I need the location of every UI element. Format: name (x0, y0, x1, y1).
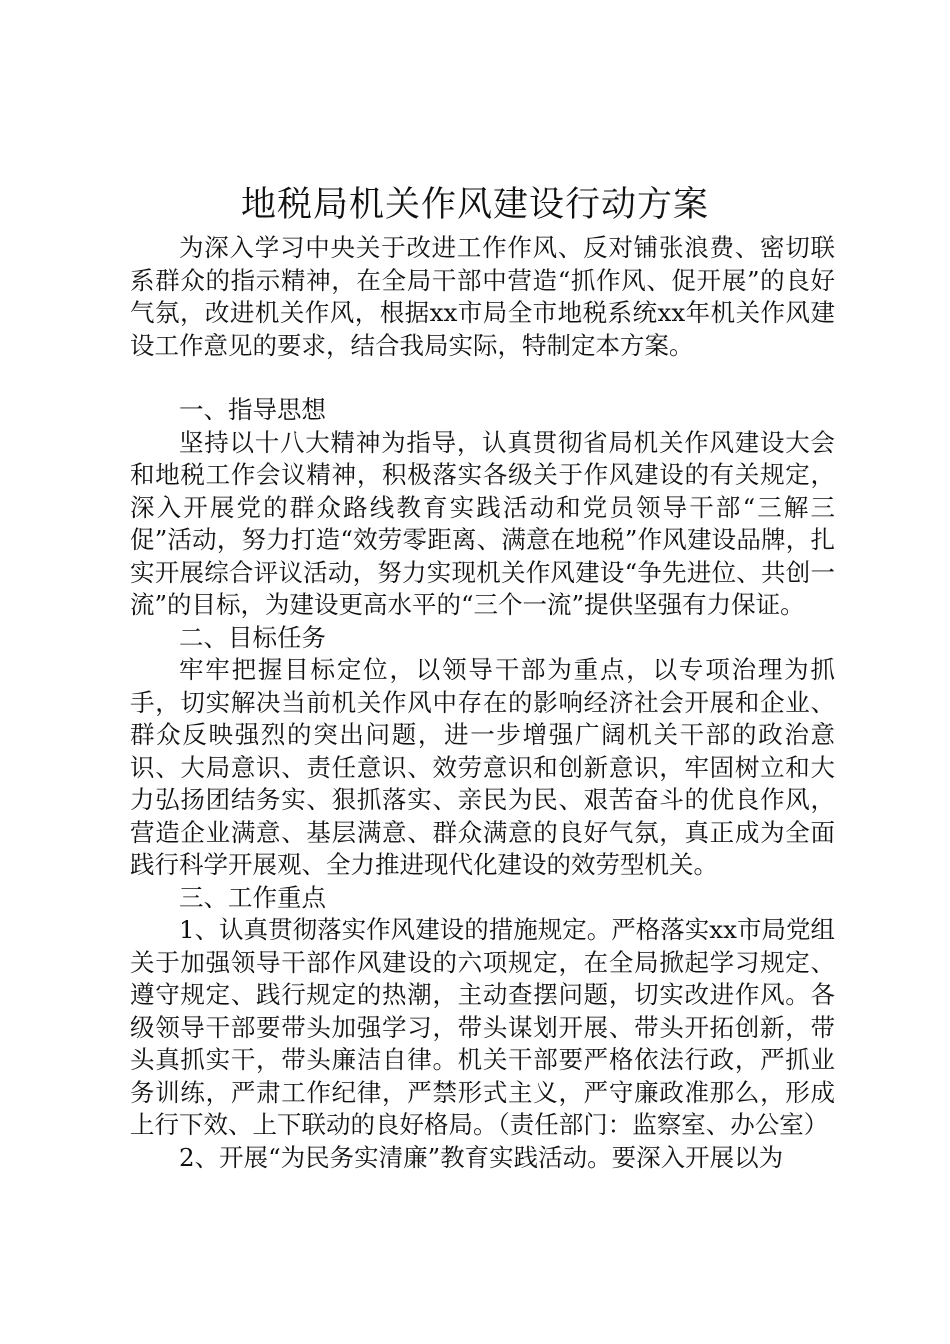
key-work-item-1: 1、认真贯彻落实作风建设的措施规定。严格落实xx市局党组关于加强领导干部作风建设的六项规定，在全局掀起学习规定、遵守规定、践行规定的热潮，主动查摆问题，切实改进作风。各级领导干部要带头加强学习，带头谋划开展、带头开拓创新，带头真抓实干，带头廉洁自律。机关干部要严格依法行政，严抓业务训练，严肃工作纪律，严禁形式主义，严守廉政准那么，形成上行下效、上下联动的良好格局。（责任部门：监察室、办公室） (130, 915, 835, 1139)
section-body-guiding-thought: 坚持以十八大精神为指导，认真贯彻省局机关作风建设大会和地税工作会议精神，积极落实各级关于作风建设的有关规定，深入开展党的群众路线教育实践活动和党员领导干部“三解三促”活动，努力打造“效劳零距离、满意在地税”作风建设品牌，扎实开展综合评议活动，努力实现机关作风建设“争先进位、共创一流”的目标，为建设更高水平的“三个一流”提供坚强有力保证。 (130, 427, 835, 619)
paragraph-spacer (130, 362, 835, 394)
section-heading-key-work: 三、工作重点 (179, 882, 326, 912)
section-heading-goals: 二、目标任务 (179, 622, 326, 652)
intro-paragraph: 为深入学习中央关于改进工作作风、反对铺张浪费、密切联系群众的指示精神，在全局干部中营造“抓作风、促开展”的良好气氛，改进机关作风，根据xx市局全市地税系统xx年机关作风建设工作意见的要求，结合我局实际，特制定本方案。 (130, 233, 835, 360)
section-body-goals: 牢牢把握目标定位，以领导干部为重点，以专项治理为抓手，切实解决当前机关作风中存在的影响经济社会开展和企业、群众反映强烈的突出问题，进一步增强广阔机关干部的政治意识、大局意识、责任意识、效劳意识和创新意识，牢固树立和大力弘扬团结务实、狠抓落实、亲民为民、艰苦奋斗的优良作风，营造企业满意、基层满意、群众满意的良好气氛，真正成为全面践行科学开展观、全力推进现代化建设的效劳型机关。 (130, 655, 835, 879)
key-work-item-2: 2、开展“为民务实清廉”教育实践活动。要深入开展以为 (179, 1142, 784, 1172)
section-heading-guiding-thought: 一、指导思想 (179, 395, 326, 424)
document-body (130, 232, 835, 1174)
document-title: 地税局机关作风建设行动方案 (240, 185, 709, 225)
